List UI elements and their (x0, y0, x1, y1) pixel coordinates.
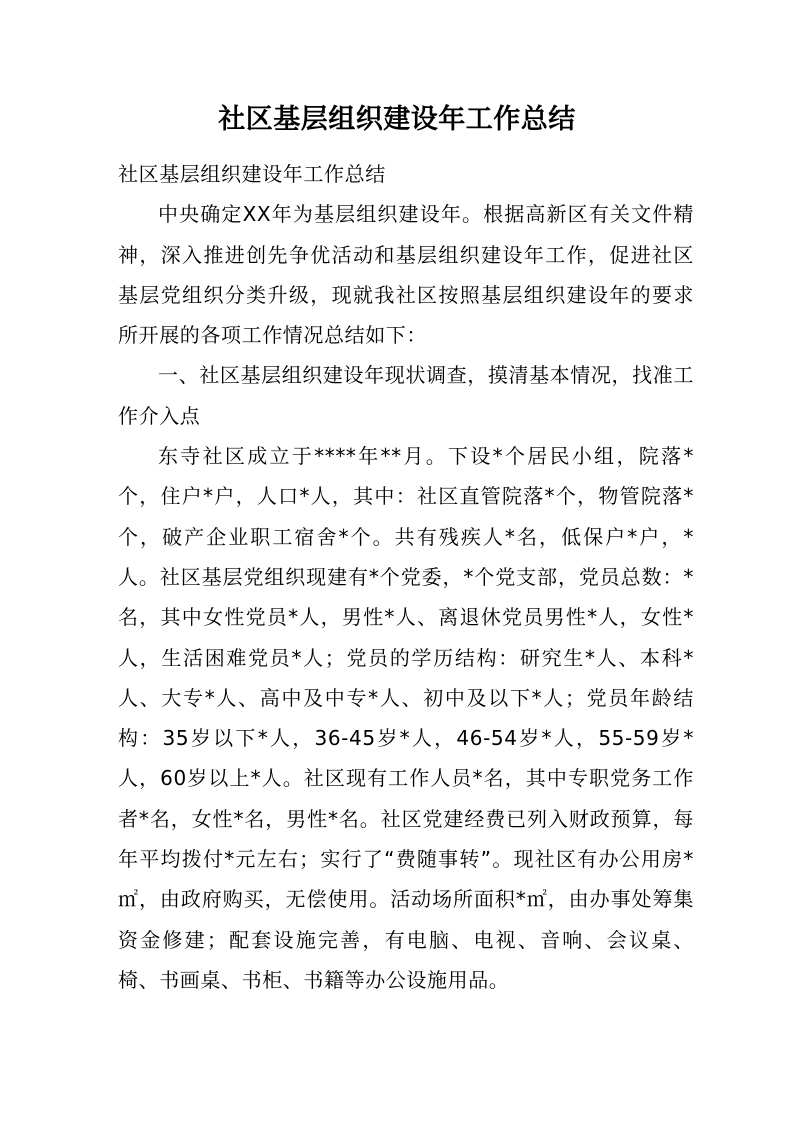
document-title: 社区基层组织建设年工作总结 (218, 104, 576, 135)
document-subtitle: 社区基层组织建设年工作总结 (118, 162, 386, 186)
paragraph-community-overview: 东寺社区成立于****年**月。下设*个居民小组，院落*个，住户*户，人口*人，其中：社区直管院落*个，物管院落*个，破产企业职工宿舍*个。共有残疾人*名，低保户*户，*人。社区基层党组织现建有*个党委，*个党支部，党员总数：*名，其中女性党员*人，男性*人、离退休党员男性*人，女性*人，生活困难党员*人；党员的学历结构：研究生*人、本科*人、大专*人、高中及中专*人、初中及以下*人；党员年龄结构：35岁以下*人，36-45岁*人，46-54岁*人，55-59岁*人，60岁以上*人。社区现有工作人员*名，其中专职党务工作者*名，女性*名，男性*名。社区党建经费已列入财政预算，每年平均拨付*元左右；实行了“费随事转”。现社区有办公用房*㎡，由政府购买，无偿使用。活动场所面积*㎡，由办事处筹集资金修建；配套设施完善，有电脑、电视、音响、会议桌、椅、书画桌、书柜、书籍等办公设施用品。 (118, 444, 694, 992)
paragraph-intro: 中央确定XX年为基层组织建设年。根据高新区有关文件精神，深入推进创先争优活动和基层组织建设年工作，促进社区基层党组织分类升级，现就我社区按照基层组织建设年的要求所开展的各项工作情况总结如下： (118, 202, 694, 348)
document-body (118, 154, 694, 1000)
section-heading-1: 一、社区基层组织建设年现状调查，摸清基本情况，找准工作介入点 (118, 363, 694, 428)
